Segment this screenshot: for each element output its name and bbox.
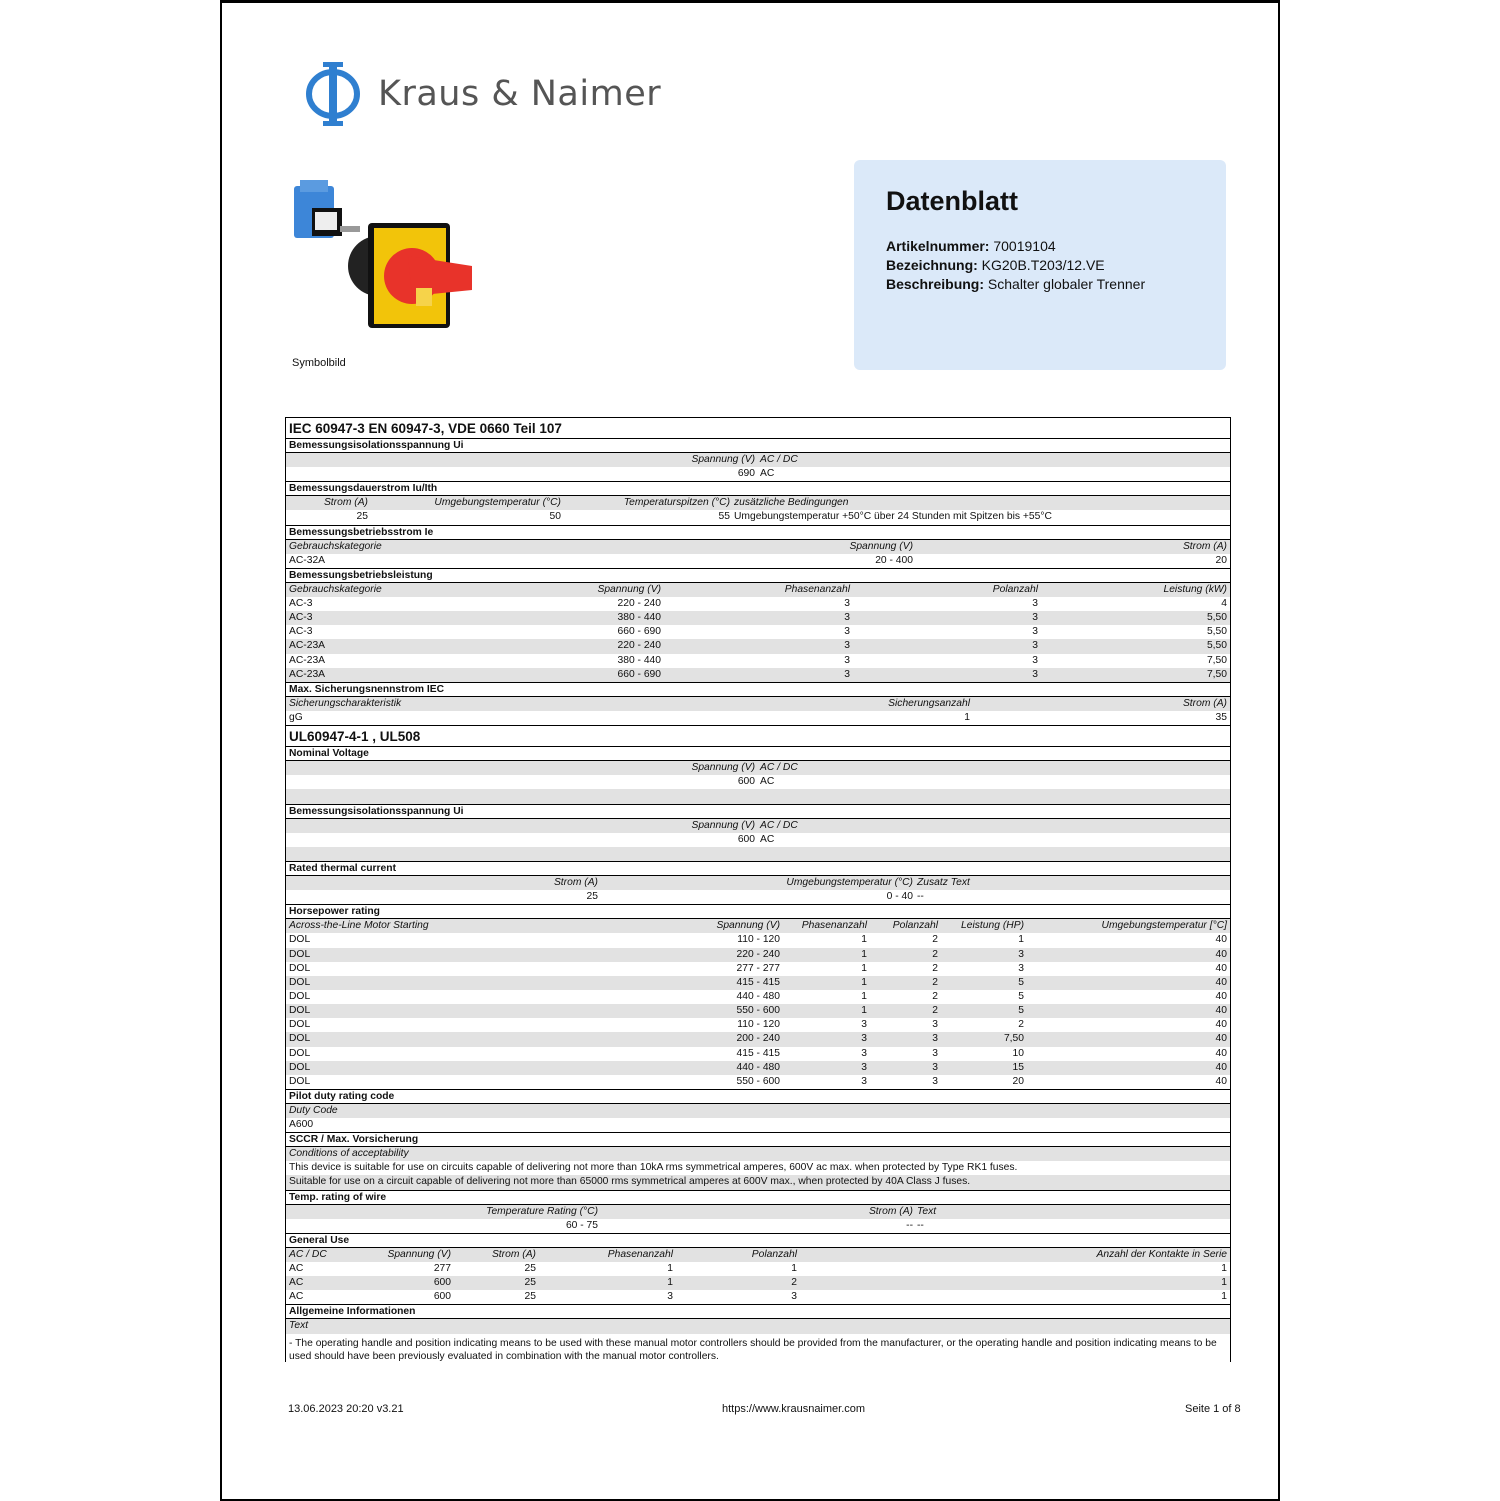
table-cell: 110 - 120	[737, 934, 780, 946]
table-row	[286, 1018, 1230, 1032]
table-cell: 4	[1221, 597, 1227, 609]
table-row	[286, 933, 1230, 947]
table-cell: 40	[1215, 1033, 1227, 1045]
table-header-row: Spannung (V) AC / DC	[286, 761, 1230, 775]
table-cell: 3	[932, 1061, 938, 1073]
table-cell: 3	[861, 1075, 867, 1087]
table-cell: 5	[1018, 990, 1024, 1002]
spacer-row	[286, 789, 1230, 803]
image-caption: Symbolbild	[292, 357, 346, 369]
table-cell: 3	[932, 1047, 938, 1059]
table-row	[286, 1047, 1230, 1061]
table-header-row: Duty Code	[286, 1104, 1230, 1118]
table-cell: 3	[844, 597, 850, 609]
table-cell: 200 - 240	[736, 1033, 780, 1045]
bezeichnung-label: Bezeichnung:	[886, 257, 978, 273]
table-cell: 415 - 415	[736, 976, 780, 988]
table-cell: 25	[524, 1263, 536, 1275]
table-cell: 277	[433, 1263, 451, 1275]
table-cell: 3	[1032, 626, 1038, 638]
table-header-row: AC / DC Spannung (V) Strom (A) Phasenanzahl Polanzahl Anzahl der Kontakte in Serie	[286, 1248, 1230, 1262]
table-cell: 3	[1032, 612, 1038, 624]
table-header-row: Strom (A) Umgebungstemperatur (°C) Temperaturspitzen (°C) zusätzliche Bedingungen	[286, 496, 1230, 510]
table-cell: 3	[932, 1075, 938, 1087]
page-title: Datenblatt	[886, 186, 1019, 216]
table-cell: AC-3	[289, 612, 313, 624]
table-header-row: Text	[286, 1319, 1230, 1333]
brand-name: Kraus & Naimer	[378, 74, 662, 114]
table-row	[286, 597, 1230, 611]
table-header-row: Gebrauchskategorie Spannung (V) Strom (A)	[286, 540, 1230, 554]
group-title: General Use	[286, 1233, 1230, 1248]
table-cell: 1	[1221, 1263, 1227, 1275]
table-row: This device is suitable for use on circuits capable of delivering not more than 10kA rms symmetrical amperes, 600V ac max. when protected by Type RK1 fuses.	[289, 1162, 1018, 1174]
footer-date: 13.06.2023 20:20 v3.21	[288, 1403, 404, 1415]
table-cell: AC-23A	[289, 640, 326, 652]
beschreibung-value: Schalter globaler Trenner	[987, 276, 1146, 292]
table-cell: AC-23A	[289, 668, 326, 680]
table-cell: 3	[861, 1033, 867, 1045]
table-cell: 40	[1215, 976, 1227, 988]
group-title: Bemessungsdauerstrom Iu/Ith	[286, 481, 1230, 496]
table-cell: 1	[861, 934, 867, 946]
table-cell: 5,50	[1206, 640, 1227, 652]
table-cell: 1	[861, 962, 867, 974]
table-cell: 220 - 240	[617, 597, 661, 609]
table-row	[286, 948, 1230, 962]
table-cell: DOL	[289, 948, 311, 960]
table-row	[286, 1032, 1230, 1046]
table-cell: 40	[1215, 1019, 1227, 1031]
table-cell: 440 - 480	[736, 990, 780, 1002]
table-row	[286, 625, 1230, 639]
table-cell: 20	[1012, 1075, 1024, 1087]
table-cell: 1	[791, 1263, 797, 1275]
table-row: 60 - 75 -- --	[565, 1219, 924, 1231]
info-box	[854, 160, 1226, 370]
table-cell: 660 - 690	[617, 626, 661, 638]
beschreibung-label: Beschreibung:	[886, 276, 985, 292]
table-cell: 2	[932, 990, 938, 1002]
table-cell: 3	[861, 1061, 867, 1073]
table-row	[286, 639, 1230, 653]
table-cell: 2	[932, 976, 938, 988]
table-cell: 1	[861, 1005, 867, 1017]
group-title: Bemessungsbetriebsleistung	[286, 568, 1230, 583]
table-cell: 2	[1018, 1019, 1024, 1031]
table-header-row: Spannung (V) AC / DC	[286, 453, 1230, 467]
table-cell: DOL	[289, 1047, 311, 1059]
table-cell: 3	[844, 668, 850, 680]
table-row: 600 AC	[737, 776, 775, 788]
table-cell: 550 - 600	[736, 1005, 780, 1017]
table-cell: 5	[1018, 1005, 1024, 1017]
table-cell: 1	[1221, 1291, 1227, 1303]
table-cell: DOL	[289, 1075, 311, 1087]
table-row	[286, 1290, 1230, 1304]
table-cell: DOL	[289, 1005, 311, 1017]
table-header-row: Sicherungscharakteristik Sicherungsanzahl Strom (A)	[286, 697, 1230, 711]
table-cell: DOL	[289, 990, 311, 1002]
table-cell: 600	[433, 1291, 451, 1303]
table-row	[286, 1061, 1230, 1075]
table-cell: 3	[844, 640, 850, 652]
table-cell: 660 - 690	[617, 668, 661, 680]
table-row	[286, 654, 1230, 668]
table-cell: 2	[932, 948, 938, 960]
table-cell: 40	[1215, 1061, 1227, 1073]
table-header-row: Conditions of acceptability	[286, 1147, 1230, 1161]
datasheet-page	[220, 0, 1280, 1501]
table-cell: 1	[667, 1263, 673, 1275]
table-cell: 3	[932, 1019, 938, 1031]
table-row: 25 50 55 Umgebungstemperatur +50°C über 24 Stunden mit Spitzen bis +55°C	[356, 511, 1052, 523]
table-cell: AC-23A	[289, 654, 326, 666]
group-title: Max. Sicherungsnennstrom IEC	[286, 682, 1230, 697]
table-cell: 7,50	[1206, 668, 1227, 680]
table-row: 25 0 - 40 --	[586, 891, 924, 903]
table-cell: 1	[667, 1277, 673, 1289]
table-cell: 2	[932, 1005, 938, 1017]
table-cell: 15	[1012, 1061, 1024, 1073]
table-cell: DOL	[289, 962, 311, 974]
table-cell: 277 - 277	[736, 962, 780, 974]
table-cell: 7,50	[1206, 654, 1227, 666]
table-cell: 10	[1012, 1047, 1024, 1059]
table-row: 690 AC	[737, 468, 775, 480]
brand-logo	[304, 58, 661, 130]
table-cell: 40	[1215, 1005, 1227, 1017]
spec-table	[285, 417, 1231, 1362]
table-row	[286, 611, 1230, 625]
table-cell: 380 - 440	[617, 612, 661, 624]
table-cell: 220 - 240	[736, 948, 780, 960]
table-cell: 415 - 415	[736, 1047, 780, 1059]
table-cell: 40	[1215, 962, 1227, 974]
table-row: AC-32A 20 - 400 20	[289, 554, 1227, 566]
table-cell: 3	[1018, 962, 1024, 974]
group-title: Bemessungsisolationsspannung Ui	[286, 438, 1230, 453]
table-cell: 5	[1018, 976, 1024, 988]
group-title: Allgemeine Informationen	[286, 1304, 1230, 1319]
table-cell: 40	[1215, 1075, 1227, 1087]
table-row: gG 1 35	[289, 711, 1227, 723]
table-header-row: Temperature Rating (°C) Strom (A) Text	[286, 1205, 1230, 1219]
footer-page-number: Seite 1 of 8	[1185, 1403, 1241, 1415]
group-title: Rated thermal current	[286, 861, 1230, 876]
table-cell: 5,50	[1206, 626, 1227, 638]
table-cell: DOL	[289, 976, 311, 988]
table-header-row: Gebrauchskategorie Spannung (V) Phasenanzahl Polanzahl Leistung (kW)	[286, 583, 1230, 597]
table-cell: 3	[844, 654, 850, 666]
group-title: Bemessungsisolationsspannung Ui	[286, 804, 1230, 819]
table-cell: 7,50	[1003, 1033, 1024, 1045]
table-cell: DOL	[289, 1033, 311, 1045]
table-cell: 2	[932, 934, 938, 946]
spacer-row	[286, 847, 1230, 861]
group-title: Nominal Voltage	[286, 746, 1230, 761]
table-cell: DOL	[289, 934, 311, 946]
table-cell: 3	[844, 626, 850, 638]
table-cell: 1	[1018, 934, 1024, 946]
table-row	[286, 1004, 1230, 1018]
table-row: 600 AC	[737, 833, 775, 845]
product-image	[290, 178, 480, 338]
table-cell: 2	[932, 962, 938, 974]
table-cell: 600	[433, 1277, 451, 1289]
table-cell: 3	[861, 1019, 867, 1031]
group-title: Bemessungsbetriebsstrom Ie	[286, 525, 1230, 540]
table-row	[286, 1262, 1230, 1276]
section-title-iec: IEC 60947-3 EN 60947-3, VDE 0660 Teil 107	[289, 421, 562, 436]
table-cell: 3	[932, 1033, 938, 1045]
table-cell: 40	[1215, 934, 1227, 946]
table-cell: AC-3	[289, 597, 313, 609]
table-row	[286, 976, 1230, 990]
table-cell: 3	[844, 612, 850, 624]
table-cell: 1	[861, 948, 867, 960]
table-cell: 25	[524, 1291, 536, 1303]
table-header-row: Across-the-Line Motor Starting Spannung (V) Phasenanzahl Polanzahl Leistung (HP) Umgebungstemperatur [°C]	[286, 919, 1230, 933]
artikel-value: 70019104	[993, 238, 1056, 254]
bezeichnung-value: KG20B.T203/12.VE	[981, 257, 1105, 273]
group-title: Temp. rating of wire	[286, 1190, 1230, 1205]
table-cell: 40	[1215, 990, 1227, 1002]
table-cell: 550 - 600	[736, 1075, 780, 1087]
table-cell: AC	[289, 1277, 304, 1289]
table-cell: AC-3	[289, 626, 313, 638]
table-cell: 1	[861, 976, 867, 988]
group-title: Horsepower rating	[286, 904, 1230, 919]
table-cell: AC	[289, 1291, 304, 1303]
table-cell: 220 - 240	[617, 640, 661, 652]
article-info	[886, 237, 1145, 294]
table-cell: 440 - 480	[736, 1061, 780, 1073]
table-row	[286, 962, 1230, 976]
table-cell: 3	[791, 1291, 797, 1303]
table-cell: 40	[1215, 1047, 1227, 1059]
table-cell: 110 - 120	[737, 1019, 780, 1031]
table-row	[286, 990, 1230, 1004]
table-cell: 1	[1221, 1277, 1227, 1289]
table-cell: 3	[1032, 654, 1038, 666]
table-cell: 3	[667, 1291, 673, 1303]
section-title-ul: UL60947-4-1 , UL508	[286, 725, 1230, 746]
table-cell: 380 - 440	[617, 654, 661, 666]
table-cell: 1	[861, 990, 867, 1002]
group-title: SCCR / Max. Vorsicherung	[286, 1132, 1230, 1147]
table-cell: AC	[289, 1263, 304, 1275]
artikel-label: Artikelnummer:	[886, 238, 990, 254]
table-row: - The operating handle and position indicating means to be used with these manual motor controllers should be provided from the manufacturer, or the operating handle and position indicating means to be used should have been previously evaluated in combination with the manual motor controllers.	[289, 1337, 1217, 1362]
table-cell: DOL	[289, 1019, 311, 1031]
table-cell: 3	[1018, 948, 1024, 960]
table-cell: DOL	[289, 1061, 311, 1073]
table-row	[286, 1276, 1230, 1290]
table-row	[286, 1075, 1230, 1089]
table-cell: 3	[1032, 640, 1038, 652]
group-title: Pilot duty rating code	[286, 1089, 1230, 1104]
table-cell: 5,50	[1206, 612, 1227, 624]
phi-logo-icon	[304, 60, 362, 128]
table-header-row: Spannung (V) AC / DC	[286, 819, 1230, 833]
table-cell: 3	[1032, 668, 1038, 680]
table-row: A600	[289, 1119, 314, 1131]
table-cell: 3	[1032, 597, 1038, 609]
table-cell: 40	[1215, 948, 1227, 960]
footer-url[interactable]: https://www.krausnaimer.com	[722, 1403, 866, 1415]
table-cell: 3	[861, 1047, 867, 1059]
table-cell: 2	[791, 1277, 797, 1289]
table-row	[286, 668, 1230, 682]
table-row: Suitable for use on a circuit capable of delivering not more than 65000 rms symmetrical amperes at 600V max., when protected by 40A Class J fuses.	[286, 1175, 1230, 1189]
table-header-row: Strom (A) Umgebungstemperatur (°C) Zusatz Text	[286, 876, 1230, 890]
table-cell: 25	[524, 1277, 536, 1289]
